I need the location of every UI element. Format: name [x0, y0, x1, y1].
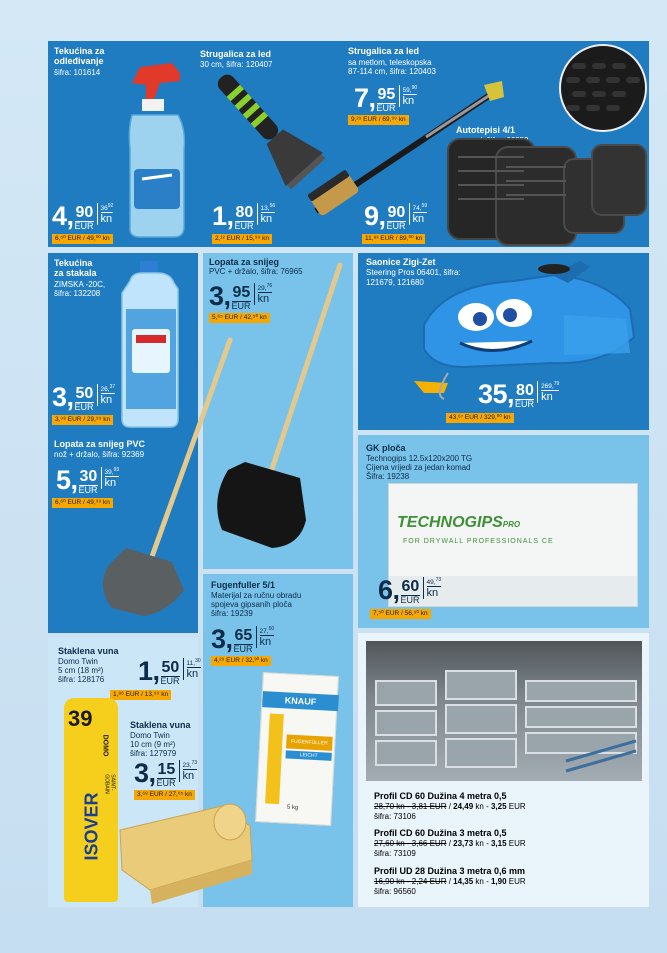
product-desc: 5 cm (18 m²): [58, 666, 104, 675]
separator: /: [446, 802, 454, 811]
currency-kn: kn: [413, 212, 428, 225]
bag-product-label: FUGENFÜLLER: [286, 734, 333, 750]
profile-title: Profil UD 28 Dužina 3 metra 0,6 mm: [374, 866, 526, 876]
old-price-tag: 7,⁵⁰ EUR / 56,⁵⁰ kn: [370, 609, 431, 619]
profile-price-line: [374, 802, 526, 812]
profile-new-price-kn: 14,35: [453, 877, 474, 886]
profile-new-price-kn: 23,73: [453, 839, 474, 848]
product-desc: ZIMSKA -20C,: [54, 280, 106, 289]
product-title: Staklena vuna: [58, 646, 119, 656]
currency-kn: kn: [100, 213, 113, 226]
profile-old-price: 27,60 kn - 3,66 EUR: [374, 839, 447, 848]
currency-kn: kn: [260, 635, 275, 648]
price-kn-integer: 11,30: [186, 658, 201, 668]
product-title: Lopata za snijeg: [209, 257, 280, 267]
price-kn-integer: 29,76: [257, 283, 273, 293]
old-price-tag: 6,⁵⁰ EUR / 49,⁰⁰ kn: [52, 234, 113, 244]
old-price-tag: 3,⁶⁸ EUR / 27,⁶⁵ kn: [134, 790, 195, 800]
product-desc: spojeva gipsanih ploča: [211, 600, 292, 609]
price-eur-decimal: 80: [516, 382, 534, 399]
product-desc: Materijal za ručnu obradu: [211, 591, 302, 600]
price-eur-integer: 7,: [354, 83, 376, 113]
currency-kn: kn: [187, 667, 201, 680]
profile-new-price-eur: 3,25: [490, 802, 507, 811]
product-title: Lopata za snijeg PVC: [54, 439, 146, 449]
price-eur-decimal: 95: [377, 86, 396, 103]
product-title: Staklena vuna: [130, 720, 191, 730]
old-price-tag: 4,²⁹ EUR / 32,³⁰ kn: [211, 656, 271, 666]
price-eur-decimal: 90: [75, 204, 94, 221]
price-kn-decimal: 76: [266, 283, 273, 289]
price-kn-integer: $36^{92}$: [100, 203, 114, 213]
currency-kn: kn: [427, 586, 442, 599]
price-kn-decimal: 93: [113, 467, 120, 473]
price-eur-integer: 35,: [478, 379, 515, 409]
product-desc: Technogips 12.5x120x200 TG: [366, 454, 473, 463]
old-price-tag: 9,²⁹ EUR / 69,⁹⁹ kn: [348, 115, 409, 125]
price-kn-decimal: 56: [269, 203, 276, 209]
currency-eur: EUR: [78, 485, 98, 495]
currency-kn: kn -: [473, 802, 491, 811]
price-eur-decimal: 50: [75, 385, 94, 402]
currency-eur: EUR: [160, 676, 180, 686]
product-desc: 30 cm, šifra: 120407: [200, 60, 273, 69]
currency-kn: kn -: [473, 839, 491, 848]
product-desc: 10 cm (9 m²): [130, 740, 176, 749]
product-title: Strugalica za led: [348, 46, 420, 56]
currency-eur: EUR: [506, 839, 526, 848]
currency-eur: EUR: [515, 399, 535, 409]
profile-price-line: [374, 877, 526, 887]
product-title: za stakala: [54, 268, 97, 278]
product-desc: 121679, 121680: [366, 278, 424, 287]
price-kn-integer: 74,59: [412, 203, 428, 213]
product-sku: Šifra: 19238: [366, 472, 410, 481]
product-title: Tekućina za: [54, 46, 105, 56]
product-sku: šifra: 101614: [54, 68, 101, 77]
old-price-tag: 6,⁶⁰ EUR / 49,⁹⁹ kn: [52, 498, 113, 508]
old-price-tag: 2,¹² EUR / 15,⁹⁹ kn: [212, 234, 272, 244]
price-kn-integer: 39,93: [104, 467, 120, 477]
price-eur-integer: 1,: [138, 656, 160, 686]
product-desc: 87-114 cm, šifra: 120403: [348, 67, 436, 76]
currency-eur: EUR: [400, 595, 420, 605]
board-label-main: TECHNOGIPS: [397, 514, 503, 531]
price-eur-decimal: 65: [234, 627, 253, 644]
price-eur-integer: 5,: [56, 465, 78, 495]
roll-sub-brand: SAINT-GOBAIN: [103, 774, 116, 794]
profile-title: Profil CD 60 Dužina 3 metra 0,5: [374, 828, 507, 838]
profile-new-price-eur: 3,15: [490, 839, 507, 848]
profile-sku: šifra: 96560: [374, 887, 416, 896]
profile-sku: šifra: 73109: [374, 849, 416, 858]
price-eur-integer: 3,: [134, 758, 156, 788]
board-sub-label: FOR DRYWALL PROFESSIONALS CE: [403, 538, 554, 545]
product-title: Strugalica za led: [200, 49, 272, 59]
price-kn-decimal: 50: [268, 626, 275, 632]
currency-eur: EUR: [74, 402, 94, 412]
price-eur-integer: 1,: [212, 201, 234, 231]
separator: /: [446, 839, 454, 848]
profile-old-price: 16,90 kn - 2,24 EUR: [374, 877, 447, 886]
profile-price-line: [374, 839, 526, 849]
price-eur-integer: 6,: [378, 575, 400, 605]
price-kn-decimal: 90: [411, 85, 418, 91]
price-kn-decimal: 59: [421, 203, 428, 209]
currency-eur: EUR: [386, 221, 406, 231]
product-sku: šifra: 19239: [211, 609, 253, 618]
currency-kn: kn: [261, 212, 276, 225]
price-kn-integer: 59,90: [402, 85, 418, 95]
bag-weight-label: 5 kg: [286, 804, 299, 812]
price-eur-decimal: 15: [157, 761, 176, 778]
steel-profiles-illustration: [366, 641, 642, 781]
price-eur-integer: 3,: [209, 281, 231, 311]
old-price-tag: 3,⁹⁸ EUR / 29,⁹⁹ kn: [52, 415, 113, 425]
profile-new-price-kn: 24,49: [453, 802, 474, 811]
price-kn-integer: 49,73: [426, 577, 442, 587]
profile-sku: šifra: 73106: [374, 812, 416, 821]
product-desc: šifra: 132208: [54, 289, 101, 298]
price-eur-decimal: 95: [232, 284, 251, 301]
product-title: Fugenfuller 5/1: [211, 580, 276, 590]
separator: /: [446, 877, 454, 886]
price-eur-integer: 4,: [52, 201, 74, 231]
product-desc: Cijena vrijedi za jedan komad: [366, 463, 471, 472]
profile-new-price-eur: 1,90: [490, 877, 507, 886]
currency-eur: EUR: [506, 877, 526, 886]
currency-eur: EUR: [231, 301, 251, 311]
roll-brand: ISOVER: [81, 792, 102, 861]
currency-eur: EUR: [233, 644, 253, 654]
old-price-tag: 43,⁶⁷ EUR / 329,⁰⁰ kn: [446, 413, 514, 423]
steel-profiles-photo: [366, 641, 642, 781]
old-price-tag: 11,⁸³ EUR / 89,⁰⁰ kn: [362, 234, 425, 244]
price-eur-integer: 3,: [52, 382, 74, 412]
product-title: Saonice Zigi-Zet: [366, 257, 436, 267]
product-desc: nož + držalo, šifra: 92369: [54, 450, 145, 459]
price-kn-integer: 13,56: [260, 203, 276, 213]
price-eur-decimal: 90: [387, 204, 406, 221]
currency-eur: EUR: [156, 778, 176, 788]
price-kn-decimal: 30: [195, 658, 201, 664]
product-sku: šifra: 128176: [58, 675, 105, 684]
currency-kn: kn: [541, 390, 559, 403]
product-title: GK ploča: [366, 443, 406, 453]
price-eur-decimal: 30: [79, 468, 98, 485]
product-desc: PVC + držalo, šifra: 76965: [209, 267, 303, 276]
currency-eur: EUR: [74, 221, 94, 231]
profile-old-price: 28,70 kn - 3,81 EUR: [374, 802, 447, 811]
product-desc: Steering Pros 06401, šifra:: [366, 268, 461, 277]
currency-kn: kn -: [473, 877, 491, 886]
price-kn-integer: 23,73: [182, 760, 198, 770]
bag-product-sublabel: LEICHT: [285, 750, 331, 760]
currency-eur: EUR: [376, 103, 396, 113]
product-desc: Domo Twin: [58, 657, 98, 666]
price-eur-decimal: 60: [401, 578, 420, 595]
price-eur-integer: 3,: [211, 624, 233, 654]
currency-eur: EUR: [234, 221, 254, 231]
price-kn-integer: 26,37: [100, 384, 116, 394]
price-eur-decimal: 50: [161, 659, 180, 676]
product-title: odleđivanje: [54, 56, 104, 66]
price-kn-decimal: 37: [109, 384, 116, 390]
roll-model: DOMO: [101, 734, 109, 757]
price-eur-integer: 9,: [364, 201, 386, 231]
product-desc: sa metlom, teleskopska: [348, 58, 432, 67]
bag-brand-label: KNAUF: [262, 691, 339, 711]
currency-kn: kn: [105, 476, 120, 489]
product-title: Autotepisi 4/1: [456, 125, 516, 135]
panel-steel-profiles: [358, 633, 649, 907]
price-kn-decimal: 73: [191, 760, 198, 766]
currency-kn: kn: [258, 292, 273, 305]
currency-kn: kn: [183, 769, 198, 782]
old-price-tag: 1,⁸⁶ EUR / 13,⁹⁹ kn: [110, 690, 171, 700]
price-kn-decimal: 73: [435, 577, 442, 583]
product-title: Tekućina: [54, 258, 93, 268]
roll-number: 39: [68, 706, 93, 731]
currency-kn: kn: [403, 94, 418, 107]
board-label-suffix: PRO: [502, 520, 521, 529]
profile-title: Profil CD 60 Dužina 4 metra 0,5: [374, 791, 507, 801]
price-kn-decimal: 92: [107, 203, 114, 209]
product-sku: šifra: 127979: [130, 749, 177, 758]
old-price-tag: 5,⁶⁵ EUR / 42,⁵⁰ kn: [209, 313, 270, 323]
price-kn-decimal: 79: [553, 381, 560, 387]
price-eur-decimal: 80: [235, 204, 254, 221]
price-kn-integer: 27,50: [259, 626, 275, 636]
product-desc: Domo Twin: [130, 731, 170, 740]
currency-kn: kn: [101, 393, 116, 406]
currency-eur: EUR: [506, 802, 526, 811]
price-kn-integer: 269,79: [541, 381, 560, 391]
